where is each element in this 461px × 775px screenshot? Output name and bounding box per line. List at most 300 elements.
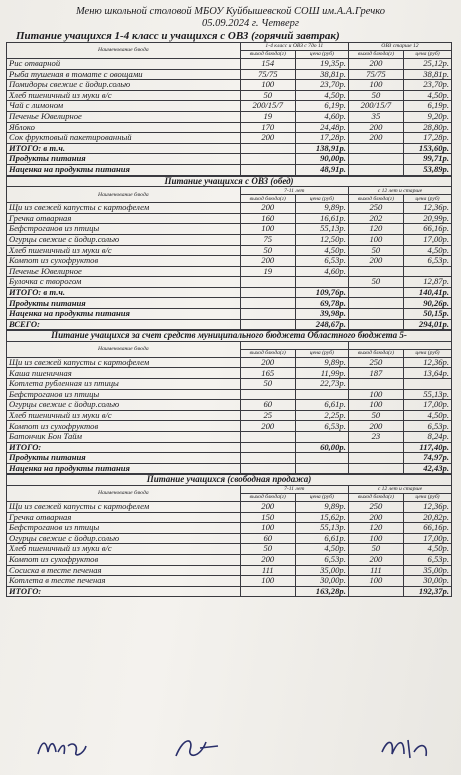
dish-name: Печенье Ювелирное <box>7 111 241 122</box>
menu-row <box>7 512 452 523</box>
portion-weight: 200/15/7 <box>348 101 403 112</box>
price: 6,61р. <box>295 400 348 411</box>
total-label: Наценка на продукты питания <box>7 309 241 320</box>
column-subheader: выход блюда(г) <box>240 349 295 357</box>
menu-row <box>7 277 452 288</box>
dish-name: Рис отварной <box>7 59 241 70</box>
portion-weight: 200 <box>240 357 295 368</box>
price: 12,36р. <box>403 357 451 368</box>
portion-weight: 50 <box>240 90 295 101</box>
price: 9,89р. <box>295 357 348 368</box>
portion-weight: 111 <box>348 565 403 576</box>
price: 4,60р. <box>295 266 348 277</box>
total-value: 117,40р. <box>403 442 451 453</box>
portion-weight <box>240 389 295 400</box>
price: 20,82р. <box>403 512 451 523</box>
price: 66,16р. <box>403 224 451 235</box>
column-subheader: выход блюда(г) <box>348 493 403 501</box>
total-value: 294,01р. <box>403 319 451 330</box>
menu-table-lunch-ovz <box>6 176 452 331</box>
menu-row <box>7 133 452 144</box>
dish-name: Каша пшеничная <box>7 368 241 379</box>
column-subheader: выход блюда(г) <box>240 493 295 501</box>
dish-name: Хлеб пшеничный из муки в/с <box>7 90 241 101</box>
dish-name: Хлеб пшеничный из муки в/с <box>7 544 241 555</box>
price: 35,00р. <box>295 565 348 576</box>
dish-name: Огурцы свежие с йодир.солью <box>7 533 241 544</box>
price: 24,48р. <box>295 122 348 133</box>
portion-weight: 100 <box>240 576 295 587</box>
column-subheader: выход блюда(г) <box>348 349 403 357</box>
portion-weight: 35 <box>348 111 403 122</box>
price: 11,99р. <box>295 368 348 379</box>
price <box>295 389 348 400</box>
dish-name: Сок фруктовый пакетированный <box>7 133 241 144</box>
total-label: Наценка на продукты питания <box>7 463 241 474</box>
portion-weight: 150 <box>240 512 295 523</box>
price: 28,80р. <box>404 122 452 133</box>
price: 6,19р. <box>295 101 348 112</box>
section-title: Питание учащихся (свободная продажа) <box>7 475 452 486</box>
portion-weight: 200 <box>240 256 295 267</box>
portion-weight <box>348 379 403 390</box>
dish-name: Компот из сухофруктов <box>7 421 241 432</box>
dish-name: Компот из сухофруктов <box>7 554 241 565</box>
column-header-age-group: 7-11 лет <box>240 485 348 493</box>
column-subheader: цена (руб) <box>403 349 451 357</box>
dish-name: Помидоры свежие с йодир.солью <box>7 80 241 91</box>
total-label: ИТОГО: в т.ч. <box>7 287 241 298</box>
column-header-row <box>7 43 452 51</box>
portion-weight: 100 <box>240 80 295 91</box>
menu-row <box>7 111 452 122</box>
column-subheader: выход блюда(г) <box>240 195 295 203</box>
menu-row <box>7 501 452 512</box>
price: 30,00р. <box>295 576 348 587</box>
total-value <box>348 463 403 474</box>
portion-weight: 200/15/7 <box>240 101 295 112</box>
price: 13,64р. <box>403 368 451 379</box>
total-value <box>240 586 295 597</box>
column-header-age-group <box>348 341 451 349</box>
total-value: 69,78р. <box>295 298 348 309</box>
portion-weight: 200 <box>348 122 403 133</box>
column-header-row <box>7 485 452 493</box>
total-row <box>7 298 452 309</box>
total-value <box>240 298 295 309</box>
price: 6,53р. <box>403 421 451 432</box>
portion-weight: 50 <box>240 245 295 256</box>
portion-weight: 200 <box>240 203 295 214</box>
price: 38,81р. <box>295 69 348 80</box>
section-title-breakfast: Питание учащихся 1-4 класс и учащихся с ОВЗ (горячий завтрак) <box>16 30 340 42</box>
column-subheader: цена (руб) <box>295 51 348 59</box>
price: 23,70р. <box>404 80 452 91</box>
menu-row <box>7 203 452 214</box>
dish-name: Печенье Ювелирное <box>7 266 241 277</box>
column-subheader: цена (руб) <box>404 51 452 59</box>
total-value <box>348 442 403 453</box>
portion-weight: 50 <box>348 544 403 555</box>
dish-name: Бефстроганов из птицы <box>7 523 241 534</box>
total-value <box>240 319 295 330</box>
total-row <box>7 164 452 175</box>
price: 4,50р. <box>403 410 451 421</box>
portion-weight: 75/75 <box>240 69 295 80</box>
portion-weight: 165 <box>240 368 295 379</box>
total-row <box>7 319 452 330</box>
portion-weight: 250 <box>348 501 403 512</box>
portion-weight: 25 <box>240 410 295 421</box>
portion-weight: 60 <box>240 533 295 544</box>
total-value <box>240 143 295 154</box>
price: 2,25р. <box>295 410 348 421</box>
total-value: 42,43р. <box>403 463 451 474</box>
total-value <box>240 309 295 320</box>
portion-weight: 100 <box>240 224 295 235</box>
total-value <box>348 164 403 175</box>
portion-weight: 50 <box>348 245 403 256</box>
price: 35,00р. <box>403 565 451 576</box>
menu-row <box>7 69 452 80</box>
total-value <box>348 319 403 330</box>
price: 17,00р. <box>403 533 451 544</box>
total-row <box>7 309 452 320</box>
portion-weight: 100 <box>348 576 403 587</box>
total-value <box>348 143 403 154</box>
price: 25,12р. <box>404 59 452 70</box>
price <box>295 277 348 288</box>
menu-row <box>7 256 452 267</box>
portion-weight: 120 <box>348 523 403 534</box>
price: 6,19р. <box>404 101 452 112</box>
menu-row <box>7 368 452 379</box>
portion-weight: 111 <box>240 565 295 576</box>
menu-row <box>7 421 452 432</box>
price: 6,53р. <box>295 256 348 267</box>
portion-weight: 200 <box>240 421 295 432</box>
portion-weight: 200 <box>348 554 403 565</box>
total-value <box>348 586 403 597</box>
price: 22,73р. <box>295 379 348 390</box>
menu-row <box>7 523 452 534</box>
total-label: Продукты питания <box>7 154 241 165</box>
total-row <box>7 453 452 464</box>
menu-row <box>7 224 452 235</box>
price: 9,89р. <box>295 203 348 214</box>
price <box>403 379 451 390</box>
portion-weight: 50 <box>348 410 403 421</box>
column-header-age-group: 1-4 класс и ОВЗ с 7до 11 <box>240 43 348 51</box>
menu-row <box>7 59 452 70</box>
total-row <box>7 143 452 154</box>
column-header-age-group: 7-11 лет <box>240 187 348 195</box>
portion-weight: 200 <box>240 554 295 565</box>
portion-weight: 120 <box>348 224 403 235</box>
price: 55,13р. <box>403 389 451 400</box>
price <box>295 432 348 443</box>
price: 12,50р. <box>295 234 348 245</box>
menu-row <box>7 410 452 421</box>
portion-weight: 200 <box>240 133 295 144</box>
total-value <box>348 298 403 309</box>
portion-weight: 50 <box>240 379 295 390</box>
total-row <box>7 154 452 165</box>
total-value: 53,89р. <box>404 164 452 175</box>
dish-name: Яблоко <box>7 122 241 133</box>
price: 19,35р. <box>295 59 348 70</box>
dish-name: Батончик Бон Тайм <box>7 432 241 443</box>
menu-row <box>7 245 452 256</box>
price: 12,87р. <box>403 277 451 288</box>
total-value <box>348 287 403 298</box>
total-value <box>240 164 295 175</box>
portion-weight: 200 <box>348 421 403 432</box>
total-value: 192,37р. <box>403 586 451 597</box>
price: 6,53р. <box>403 256 451 267</box>
price: 16,61р. <box>295 213 348 224</box>
price: 6,61р. <box>295 533 348 544</box>
portion-weight <box>240 432 295 443</box>
school-title: Меню школьной столовой МБОУ Куйбышевской СОШ им.А.А.Гречко <box>75 6 386 17</box>
dish-name: Булочка с творогом <box>7 277 241 288</box>
column-header-row <box>7 187 452 195</box>
menu-row <box>7 234 452 245</box>
portion-weight: 200 <box>348 256 403 267</box>
total-value <box>240 442 295 453</box>
menu-row <box>7 432 452 443</box>
dish-name: Котлета рубленная из птицы <box>7 379 241 390</box>
price: 66,16р. <box>403 523 451 534</box>
total-value <box>240 287 295 298</box>
portion-weight: 19 <box>240 266 295 277</box>
portion-weight: 250 <box>348 357 403 368</box>
total-value: 138,91р. <box>295 143 348 154</box>
portion-weight: 50 <box>348 90 403 101</box>
menu-row <box>7 544 452 555</box>
price: 4,50р. <box>295 90 348 101</box>
menu-row <box>7 565 452 576</box>
price: 4,50р. <box>404 90 452 101</box>
total-value: 74,97р. <box>403 453 451 464</box>
menu-table-free-sale <box>6 474 452 597</box>
section-title: Питание учащихся за счет средств муниципального бюджета Областного бюджета 5- <box>7 331 452 342</box>
price: 15,62р. <box>295 512 348 523</box>
total-value <box>348 154 403 165</box>
price <box>403 266 451 277</box>
total-row <box>7 463 452 474</box>
portion-weight: 19 <box>240 111 295 122</box>
total-row <box>7 442 452 453</box>
price: 4,50р. <box>295 544 348 555</box>
dish-name: Котлета в тесте печеная <box>7 576 241 587</box>
price: 38,81р. <box>404 69 452 80</box>
menu-row <box>7 101 452 112</box>
total-value: 39,98р. <box>295 309 348 320</box>
signature-3 <box>378 732 442 762</box>
menu-row <box>7 576 452 587</box>
menu-row <box>7 533 452 544</box>
price: 6,53р. <box>295 421 348 432</box>
column-header-age-group <box>240 341 348 349</box>
column-subheader: цена (руб) <box>295 493 348 501</box>
column-subheader: выход блюда(г) <box>348 195 403 203</box>
dish-name: Щи из свежей капусты с картофелем <box>7 203 241 214</box>
total-value: 163,28р. <box>295 586 348 597</box>
column-subheader: выход блюда(г) <box>240 51 295 59</box>
total-value: 90,26р. <box>403 298 451 309</box>
menu-row <box>7 554 452 565</box>
column-header-dish: Наименование блюда <box>7 43 241 59</box>
menu-row <box>7 379 452 390</box>
signature-2 <box>170 732 230 762</box>
column-header-age-group: с 12 лет и старше <box>348 485 451 493</box>
price: 17,00р. <box>403 400 451 411</box>
price: 55,13р. <box>295 523 348 534</box>
dish-name: Щи из свежей капусты с картофелем <box>7 357 241 368</box>
price: 4,50р. <box>403 544 451 555</box>
menu-row <box>7 122 452 133</box>
price: 30,00р. <box>403 576 451 587</box>
portion-weight: 50 <box>348 277 403 288</box>
dish-name: Щи из свежей капусты с картофелем <box>7 501 241 512</box>
total-value: 99,71р. <box>404 154 452 165</box>
column-subheader: выход блюда(г) <box>348 51 403 59</box>
menu-tables <box>6 42 455 597</box>
portion-weight: 100 <box>348 80 403 91</box>
dish-name: Сосиска в тесте печеная <box>7 565 241 576</box>
column-header-row <box>7 341 452 349</box>
dish-name: Хлеб пшеничный из муки в/с <box>7 410 241 421</box>
portion-weight: 100 <box>240 523 295 534</box>
total-label: ИТОГО: в т.ч. <box>7 143 241 154</box>
signature-1 <box>34 732 94 762</box>
total-value <box>295 453 348 464</box>
total-value: 109,76р. <box>295 287 348 298</box>
menu-row <box>7 266 452 277</box>
portion-weight: 200 <box>348 512 403 523</box>
dish-name: Компот из сухофруктов <box>7 256 241 267</box>
portion-weight: 200 <box>348 133 403 144</box>
price: 20,99р. <box>403 213 451 224</box>
price: 12,36р. <box>403 203 451 214</box>
dish-name: Хлеб пшеничный из муки в/с <box>7 245 241 256</box>
price: 6,53р. <box>295 554 348 565</box>
column-subheader: цена (руб) <box>403 195 451 203</box>
dish-name: Огурцы свежие с йодир.солью <box>7 400 241 411</box>
dish-name: Рыба тушеная в томате с овощами <box>7 69 241 80</box>
portion-weight: 250 <box>348 203 403 214</box>
portion-weight: 100 <box>348 389 403 400</box>
total-value: 140,41р. <box>403 287 451 298</box>
total-label: Продукты питания <box>7 298 241 309</box>
price: 12,36р. <box>403 501 451 512</box>
price: 4,60р. <box>295 111 348 122</box>
price: 8,24р. <box>403 432 451 443</box>
menu-table-breakfast <box>6 42 452 176</box>
column-header-age-group: с 12 лет и старше <box>348 187 451 195</box>
portion-weight: 202 <box>348 213 403 224</box>
portion-weight: 23 <box>348 432 403 443</box>
column-subheader: цена (руб) <box>403 493 451 501</box>
total-value: 50,15р. <box>403 309 451 320</box>
dish-name: Огурцы свежие с йодир.солью <box>7 234 241 245</box>
dish-name: Бефстроганов из птицы <box>7 389 241 400</box>
total-label: ИТОГО: <box>7 586 241 597</box>
total-value <box>240 453 295 464</box>
dish-name: Гречка отварная <box>7 512 241 523</box>
price: 4,50р. <box>295 245 348 256</box>
price: 6,53р. <box>403 554 451 565</box>
portion-weight <box>348 266 403 277</box>
section-title: Питание учащихся с ОВЗ (обед) <box>7 176 452 187</box>
portion-weight: 100 <box>348 234 403 245</box>
dish-name: Бефстроганов из птицы <box>7 224 241 235</box>
total-value: 153,60р. <box>404 143 452 154</box>
menu-table-municipal <box>6 330 452 474</box>
column-header-age-group: ОВЗ старше 12 <box>348 43 451 51</box>
menu-header <box>6 6 455 42</box>
portion-weight: 60 <box>240 400 295 411</box>
date-day: 05.09.2024 г. Четверг <box>202 18 299 29</box>
price: 9,20р. <box>404 111 452 122</box>
dish-name: Гречка отварная <box>7 213 241 224</box>
price: 17,28р. <box>404 133 452 144</box>
total-label: Продукты питания <box>7 453 241 464</box>
dish-name: Чай с лимоном <box>7 101 241 112</box>
price: 23,70р. <box>295 80 348 91</box>
total-label: ВСЕГО: <box>7 319 241 330</box>
total-value <box>348 453 403 464</box>
total-value <box>240 154 295 165</box>
portion-weight: 100 <box>348 533 403 544</box>
total-value <box>348 309 403 320</box>
menu-row <box>7 213 452 224</box>
menu-row <box>7 90 452 101</box>
column-subheader: цена (руб) <box>295 195 348 203</box>
column-header-dish: Наименование блюда <box>7 341 241 357</box>
price: 17,28р. <box>295 133 348 144</box>
menu-row <box>7 357 452 368</box>
price: 55,13р. <box>295 224 348 235</box>
menu-row <box>7 389 452 400</box>
column-header-dish: Наименование блюда <box>7 485 241 501</box>
total-value: 48,91р. <box>295 164 348 175</box>
total-label: Наценка на продукты питания <box>7 164 241 175</box>
price: 17,00р. <box>403 234 451 245</box>
total-value: 90,00р. <box>295 154 348 165</box>
total-row <box>7 586 452 597</box>
price: 9,89р. <box>295 501 348 512</box>
portion-weight: 160 <box>240 213 295 224</box>
total-value: 248,67р. <box>295 319 348 330</box>
total-value <box>240 463 295 474</box>
portion-weight: 154 <box>240 59 295 70</box>
portion-weight: 200 <box>240 501 295 512</box>
portion-weight: 75 <box>240 234 295 245</box>
menu-row <box>7 400 452 411</box>
portion-weight: 170 <box>240 122 295 133</box>
portion-weight: 50 <box>240 544 295 555</box>
total-value: 60,00р. <box>295 442 348 453</box>
portion-weight <box>240 277 295 288</box>
total-row <box>7 287 452 298</box>
portion-weight: 187 <box>348 368 403 379</box>
menu-row <box>7 80 452 91</box>
portion-weight: 100 <box>348 400 403 411</box>
price: 4,50р. <box>403 245 451 256</box>
total-value <box>295 463 348 474</box>
